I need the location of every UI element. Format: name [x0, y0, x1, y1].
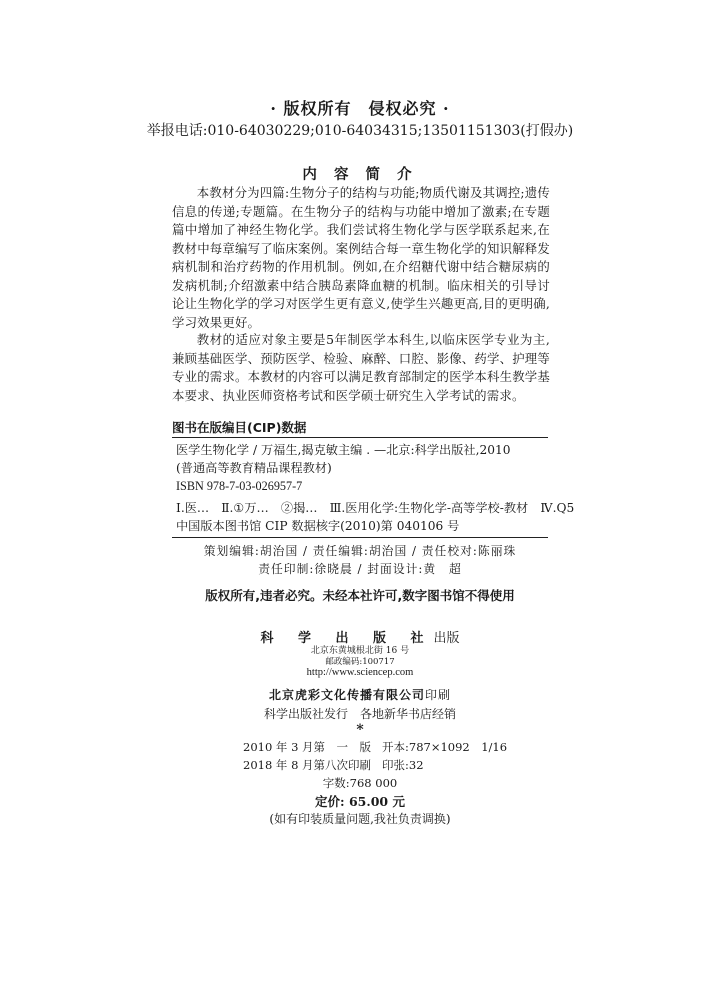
intro-paragraph: 本教材分为四篇:生物分子的结构与功能;物质代谢及其调控;遗传信息的传递;专题篇。在生物分子的结构与功能中增加了激素;在专题篇中增加了神经生物化学。我们尝试将生物化学与医学联系起来,在教材中每章编写了临床案例。案例结合每一章生物化学的知识解释发病机制和治疗药物的作用机制。例如,在介绍糖代谢中结合糖尿病的发病机制;介绍激素中结合胰岛素降血糖的机制。临床相关的引导讨论让生物化学的学习对医学生更有意义,使学生兴趣更高,目的更明确,学习效果更好。 [172, 185, 550, 330]
copyright-title: · 版权所有 侵权必究 · [270, 99, 450, 118]
cip-top-rule [172, 437, 548, 438]
publisher-address: 北京东黄城根北街 16 号 [310, 646, 410, 656]
printer-name [0, 686, 720, 703]
separator-asterisk: * [356, 722, 364, 738]
printing: 2018 年 8 月第八次印刷 [243, 758, 372, 772]
cip-heading: 图书在版编目(CIP)数据 [172, 420, 307, 435]
cip-series-line: (普通高等教育精品课程教材) [176, 461, 332, 475]
quality-note: (如有印装质量问题,我社负责调换) [269, 812, 451, 826]
intro-heading: 内 容 简 介 [302, 166, 418, 183]
printer-name-text: 北京虎彩文化传播有限公司 [268, 688, 425, 702]
distribution-line: 科学出版社发行 各地新华书店经销 [263, 707, 456, 721]
printer-name-suffix: 印刷 [425, 688, 452, 702]
cip-record: 中国版本图书馆 CIP 数据核字(2010)第 040106 号 [176, 519, 460, 533]
format: 开本:787×1092 1/16 [382, 740, 508, 754]
edition: 2010 年 3 月第 一 版 [243, 740, 372, 754]
report-phone: 举报电话:010-64030229;010-64034315;13501151303(打假办) [146, 123, 574, 139]
intro-paragraph: 教材的适应对象主要是5年制医学本科生,以临床医学专业为主,兼顾基础医学、预防医学、检验、麻醉、口腔、影像、药学、护理等专业的需求。本教材的内容可以满足教育部制定的医学本科生教学基本要求、执业医师资格考试和医学硕士研究生入学考试的需求。 [172, 332, 550, 403]
publisher-name-text: 科 学 出 版 社 [260, 631, 434, 646]
sheets: 印张:32 [382, 758, 424, 772]
publisher-postcode: 邮政编码:100717 [325, 657, 395, 667]
publisher-name-suffix: 出版 [433, 631, 460, 646]
cip-classification: Ⅰ.医… Ⅱ.①万… ②揭… Ⅲ.医用化学:生物化学-高等学校-教材 Ⅳ.Q5 [176, 501, 575, 515]
publisher-url: http://www.sciencep.com [306, 667, 414, 678]
word-count: 字数:768 000 [322, 776, 398, 790]
cip-isbn: ISBN 978-7-03-026957-7 [176, 479, 303, 493]
staff-credits-line: 责任印制:徐晓晨 / 封面设计:黄 超 [258, 562, 462, 576]
cip-bottom-rule [172, 537, 548, 538]
cip-title-line: 医学生物化学 / 万福生,揭克敏主编 . —北京:科学出版社,2010 [176, 443, 511, 457]
staff-credits-line: 策划编辑:胡治国 / 责任编辑:胡治国 / 责任校对:陈丽珠 [203, 544, 517, 558]
price: 定价: 65.00 元 [315, 794, 405, 809]
rights-notice: 版权所有,违者必究。未经本社许可,数字图书馆不得使用 [205, 588, 515, 603]
